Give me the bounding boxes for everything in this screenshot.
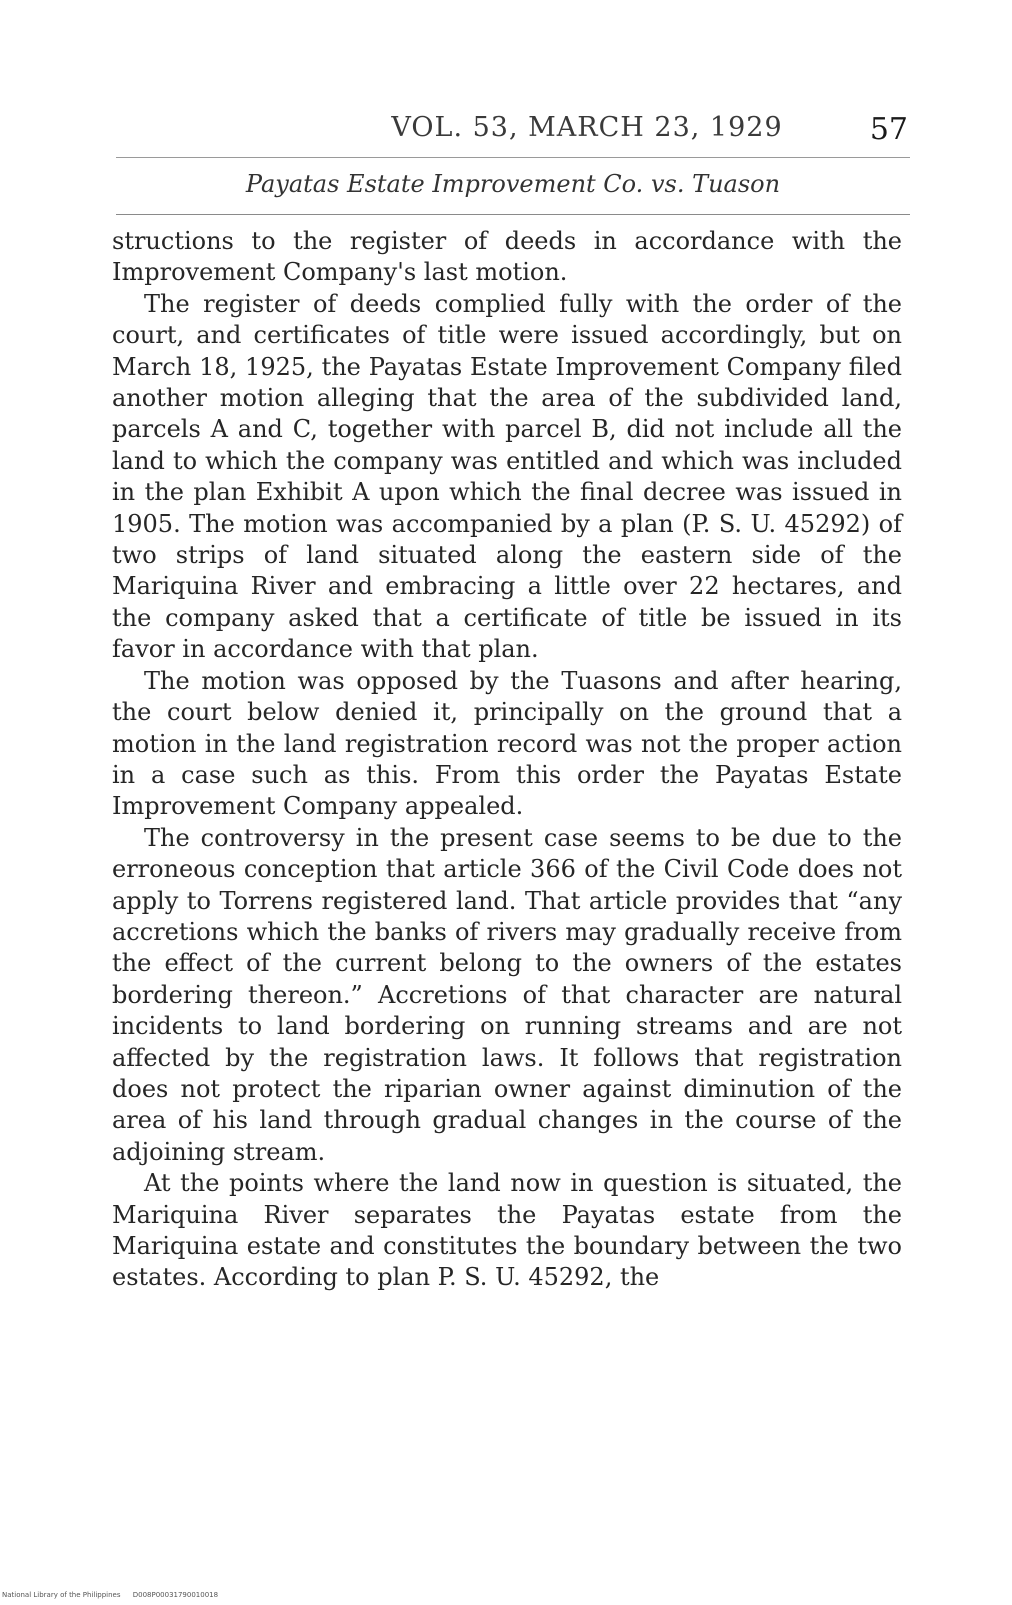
footer-source: National Library of the Philippines: [2, 1591, 121, 1599]
paragraph: The motion was opposed by the Tuasons and after hearing, the court below denied it, principally on the ground that a motion in the land registration record was not the proper action in a case such as this. From this order the Payatas Estate Improvement Company appealed.: [112, 666, 902, 821]
case-title: Payatas Estate Improvement Co. vs. Tuason: [245, 170, 781, 198]
page-header: [112, 112, 908, 158]
paragraph: structions to the register of deeds in accordance with the Improvement Company's last motion.: [112, 227, 902, 287]
header-rule-bottom: [116, 214, 910, 215]
running-head: VOL. 53, MARCH 23, 1929: [391, 112, 783, 143]
paragraph: The controversy in the present case seems to be due to the erroneous conception that article 366 of the Civil Code does not apply to Torrens registered land. That article provides that “any accretions which the banks of rivers may gradually receive from the effect of the current belong to the owners of the estates bordering thereon.” Accretions of that character are natural incidents to land bordering on running streams and are not affected by the registration laws. It follows that registration does not protect the riparian owner against diminution of the area of his land through gradual changes in the course of the adjoining stream.: [112, 823, 902, 1166]
header-rule-top: [116, 157, 910, 158]
paragraph: The register of deeds complied fully with the order of the court, and certificates of title were issued accordingly, but on March 18, 1925, the Payatas Estate Improvement Company filed another motion alleging that the area of the subdivided land, parcels A and C, together with parcel B, did not include all the land to which the company was entitled and which was included in the plan Exhibit A upon which the final decree was issued in 1905. The motion was accompanied by a plan (P. S. U. 45292) of two strips of land situated along the eastern side of the Mariquina River and embracing a little over 22 hectares, and the company asked that a certificate of title be issued in its favor in accordance with that plan.: [112, 289, 902, 664]
paragraph: At the points where the land now in question is situated, the Mariquina River separates the Payatas estate from the Mariquina estate and constitutes the boundary between the two estates. According to plan P. S. U. 45292, the: [112, 1169, 902, 1292]
body-text: [112, 226, 902, 1294]
footer-identifier: D008P00031790010018: [132, 1591, 219, 1599]
footer: [2, 1591, 228, 1599]
page-number: 57: [869, 112, 908, 147]
